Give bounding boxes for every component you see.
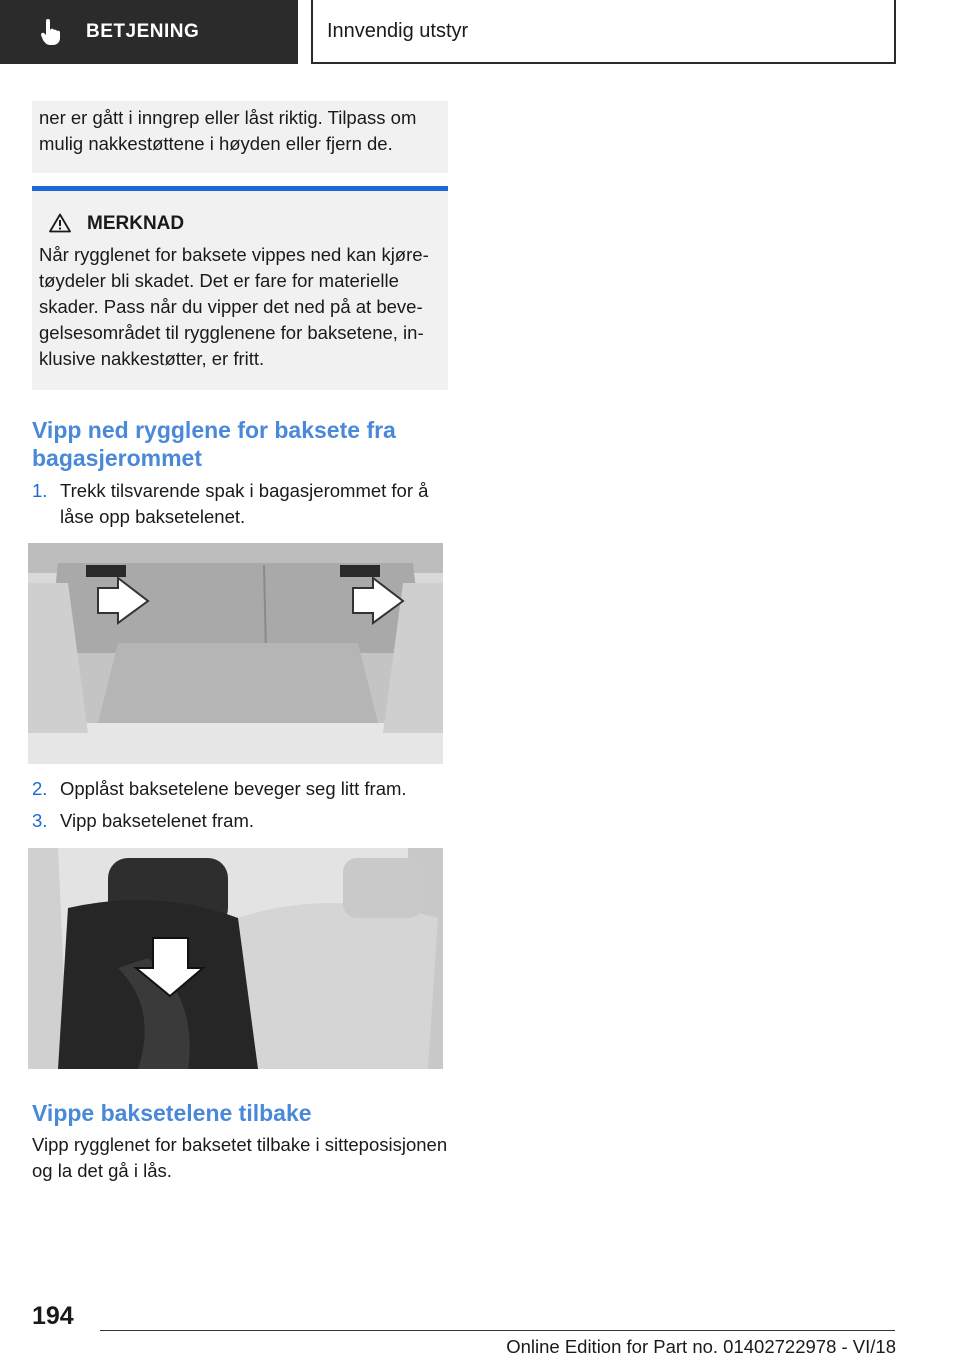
chapter-title: Innvendig utstyr xyxy=(327,19,469,42)
list-item xyxy=(32,808,452,834)
list-item xyxy=(32,776,452,802)
hand-pointer-icon xyxy=(40,18,64,46)
note-text: Når rygglenet for baksete vippes ned kan kjøretøydeler bli skadet. Det er fare for materielle skader. Pass når du vipper det ned på at bevegelsesområdet til rygglenene for baksetene, inklusive nakkestøtter, er fritt. xyxy=(39,244,429,369)
page-number: 194 xyxy=(32,1302,74,1330)
step-number: 1. xyxy=(32,480,48,501)
footer-rule xyxy=(100,1330,895,1331)
rear-seat-fold-illustration xyxy=(28,848,443,1069)
continued-note-text: ner er gått i inngrep eller låst riktig. Tilpass om mulig nakkestøttene i høyden eller fjern de. xyxy=(39,107,417,154)
header-section-tab xyxy=(0,0,298,64)
list-item xyxy=(32,478,452,530)
note-title: MERKNAD xyxy=(87,213,185,234)
step-number: 3. xyxy=(32,810,48,831)
header-chapter-tab xyxy=(311,0,896,64)
section-label: BETJENING xyxy=(86,21,200,42)
section-heading-fold-from-trunk: Vipp ned rygglene for baksete fra bagasjerommet xyxy=(32,417,396,471)
footer-edition: Online Edition for Part no. 01402722978 - VI/18 xyxy=(506,1336,896,1357)
continued-note-box xyxy=(32,101,448,173)
note-box xyxy=(32,191,448,390)
step-number: 2. xyxy=(32,778,48,799)
section-heading-fold-back: Vippe baksetelene tilbake xyxy=(32,1100,312,1126)
step-text: Opplåst baksetelene beveger seg litt fram. xyxy=(60,778,407,799)
trunk-release-lever-illustration xyxy=(28,543,443,764)
note-header xyxy=(39,213,440,235)
step-text: Vipp baksetelenet fram. xyxy=(60,810,255,831)
warning-triangle-icon xyxy=(49,213,73,235)
step-text: Trekk tilsvarende spak i bagasjerommet for å låse opp baksetelenet. xyxy=(60,480,429,527)
section-body-text: Vipp rygglenet for baksetet tilbake i sitteposisjonen og la det gå i lås. xyxy=(32,1134,448,1181)
